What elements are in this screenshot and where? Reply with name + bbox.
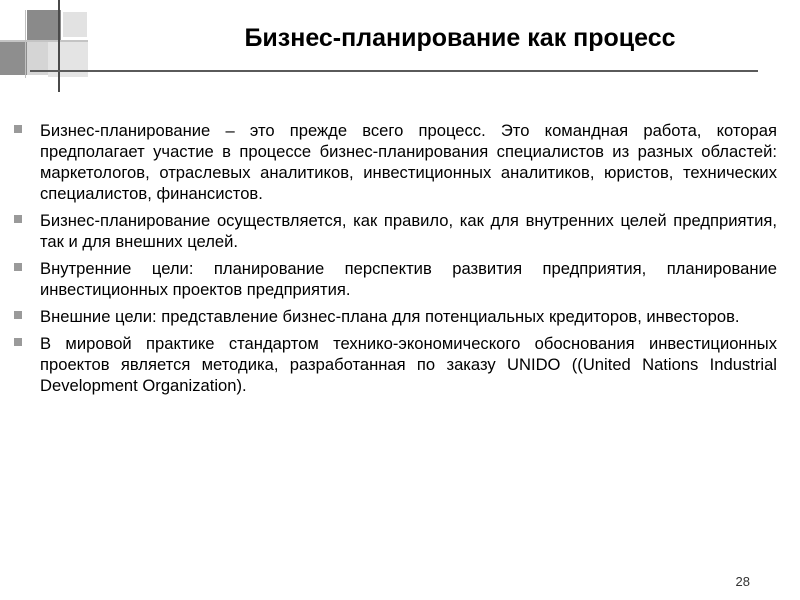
bullet-square-icon — [14, 125, 22, 133]
bullet-item — [14, 258, 777, 300]
decor-square-dark — [27, 10, 61, 40]
decor-line — [25, 10, 26, 78]
bullet-item — [14, 120, 777, 204]
bullet-list — [14, 120, 777, 402]
bullet-text: Внешние цели: представление бизнес-плана для потенциальных кредиторов, инвесторов. — [40, 307, 740, 326]
decor-line — [58, 0, 60, 92]
slide-title: Бизнес-планирование как процесс — [244, 24, 676, 52]
bullet-square-icon — [14, 338, 22, 346]
bullet-text: Бизнес-планирование – это прежде всего процесс. Это командная работа, которая предполагает участие в процессе бизнес-планирования специалистов из разных областей: маркетологов, отраслевых аналитиков, инвестиционных аналитиков, юристов, технических специалистов, финансистов. — [40, 121, 777, 203]
decor-square-dark — [0, 42, 27, 75]
bullet-square-icon — [14, 263, 22, 271]
decor-line — [0, 40, 88, 42]
bullet-text: Бизнес-планирование осуществляется, как правило, как для внутренних целей предприятия, так и для внешних целей. — [40, 211, 777, 251]
bullet-square-icon — [14, 215, 22, 223]
bullet-item — [14, 306, 777, 327]
decor-square-light — [63, 12, 87, 37]
bullet-item — [14, 210, 777, 252]
bullet-text: Внутренние цели: планирование перспектив развития предприятия, планирование инвестиционных проектов предприятия. — [40, 259, 777, 299]
bullet-text: В мировой практике стандартом технико-экономического обоснования инвестиционных проектов является методика, разработанная по заказу UNIDO ((United Nations Industrial Development Organization). — [40, 334, 777, 395]
page-number: 28 — [735, 574, 750, 589]
title-divider — [30, 70, 758, 72]
bullet-item — [14, 333, 777, 396]
bullet-square-icon — [14, 311, 22, 319]
